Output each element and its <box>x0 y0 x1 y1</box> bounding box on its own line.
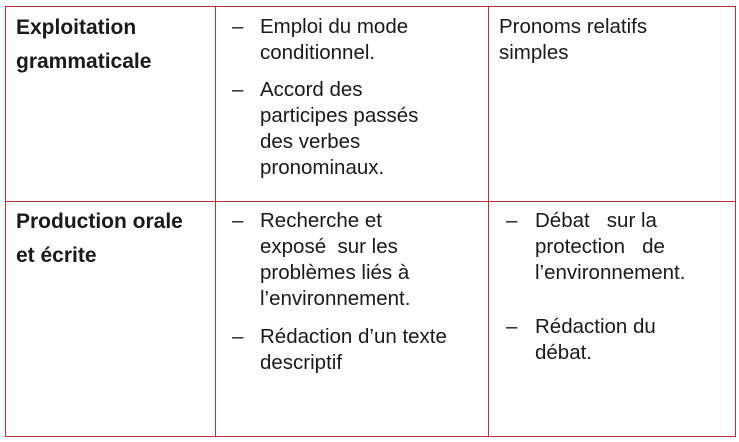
item-line: Emploi du mode <box>260 15 409 38</box>
table-row-production <box>6 202 736 437</box>
item-line: Débat sur la <box>535 209 657 232</box>
list-item <box>216 14 488 66</box>
extra-list <box>489 208 735 366</box>
lesson-table <box>5 6 736 437</box>
row-heading <box>6 202 215 273</box>
item-line: descriptif <box>260 351 343 374</box>
item-line: l’environnement. <box>535 261 686 284</box>
list-item <box>489 208 735 286</box>
dash-bullet: – <box>506 209 518 232</box>
item-line: Rédaction du <box>535 315 656 338</box>
text-line: Pronoms relatifs <box>499 15 648 38</box>
list-item <box>216 324 488 376</box>
row-heading-cell <box>6 202 216 437</box>
plain-text <box>489 7 735 66</box>
item-line: pronominaux. <box>260 156 385 179</box>
item-line: Recherche et <box>260 209 382 232</box>
content-cell <box>216 202 489 437</box>
content-list <box>216 208 488 376</box>
item-line: problèmes liés à <box>260 261 410 284</box>
list-item <box>489 314 735 366</box>
heading-line: et écrite <box>16 244 97 267</box>
item-line: conditionnel. <box>260 41 376 64</box>
item-line: Rédaction d’un texte <box>260 325 447 348</box>
item-line: Accord des <box>260 78 363 101</box>
dash-bullet: – <box>232 209 244 232</box>
heading-line: Exploitation <box>16 16 137 39</box>
row-heading-cell <box>6 7 216 202</box>
item-line: des verbes <box>260 130 361 153</box>
list-item <box>216 208 488 312</box>
item-line: exposé sur les <box>260 235 398 258</box>
list-item <box>216 77 488 181</box>
content-cell <box>216 7 489 202</box>
heading-line: grammaticale <box>16 50 152 73</box>
dash-bullet: – <box>506 315 518 338</box>
item-line: l’environnement. <box>260 287 411 310</box>
dash-bullet: – <box>232 78 244 101</box>
extra-cell <box>489 7 736 202</box>
dash-bullet: – <box>232 15 244 38</box>
item-line: participes passés <box>260 104 419 127</box>
dash-bullet: – <box>232 325 244 348</box>
table-row-exploitation <box>6 7 736 202</box>
row-heading <box>6 7 215 79</box>
extra-cell <box>489 202 736 437</box>
heading-line: Production orale <box>16 210 183 233</box>
content-list <box>216 14 488 181</box>
text-line: simples <box>499 41 569 64</box>
item-line: protection de <box>535 235 665 258</box>
item-line: débat. <box>535 341 592 364</box>
